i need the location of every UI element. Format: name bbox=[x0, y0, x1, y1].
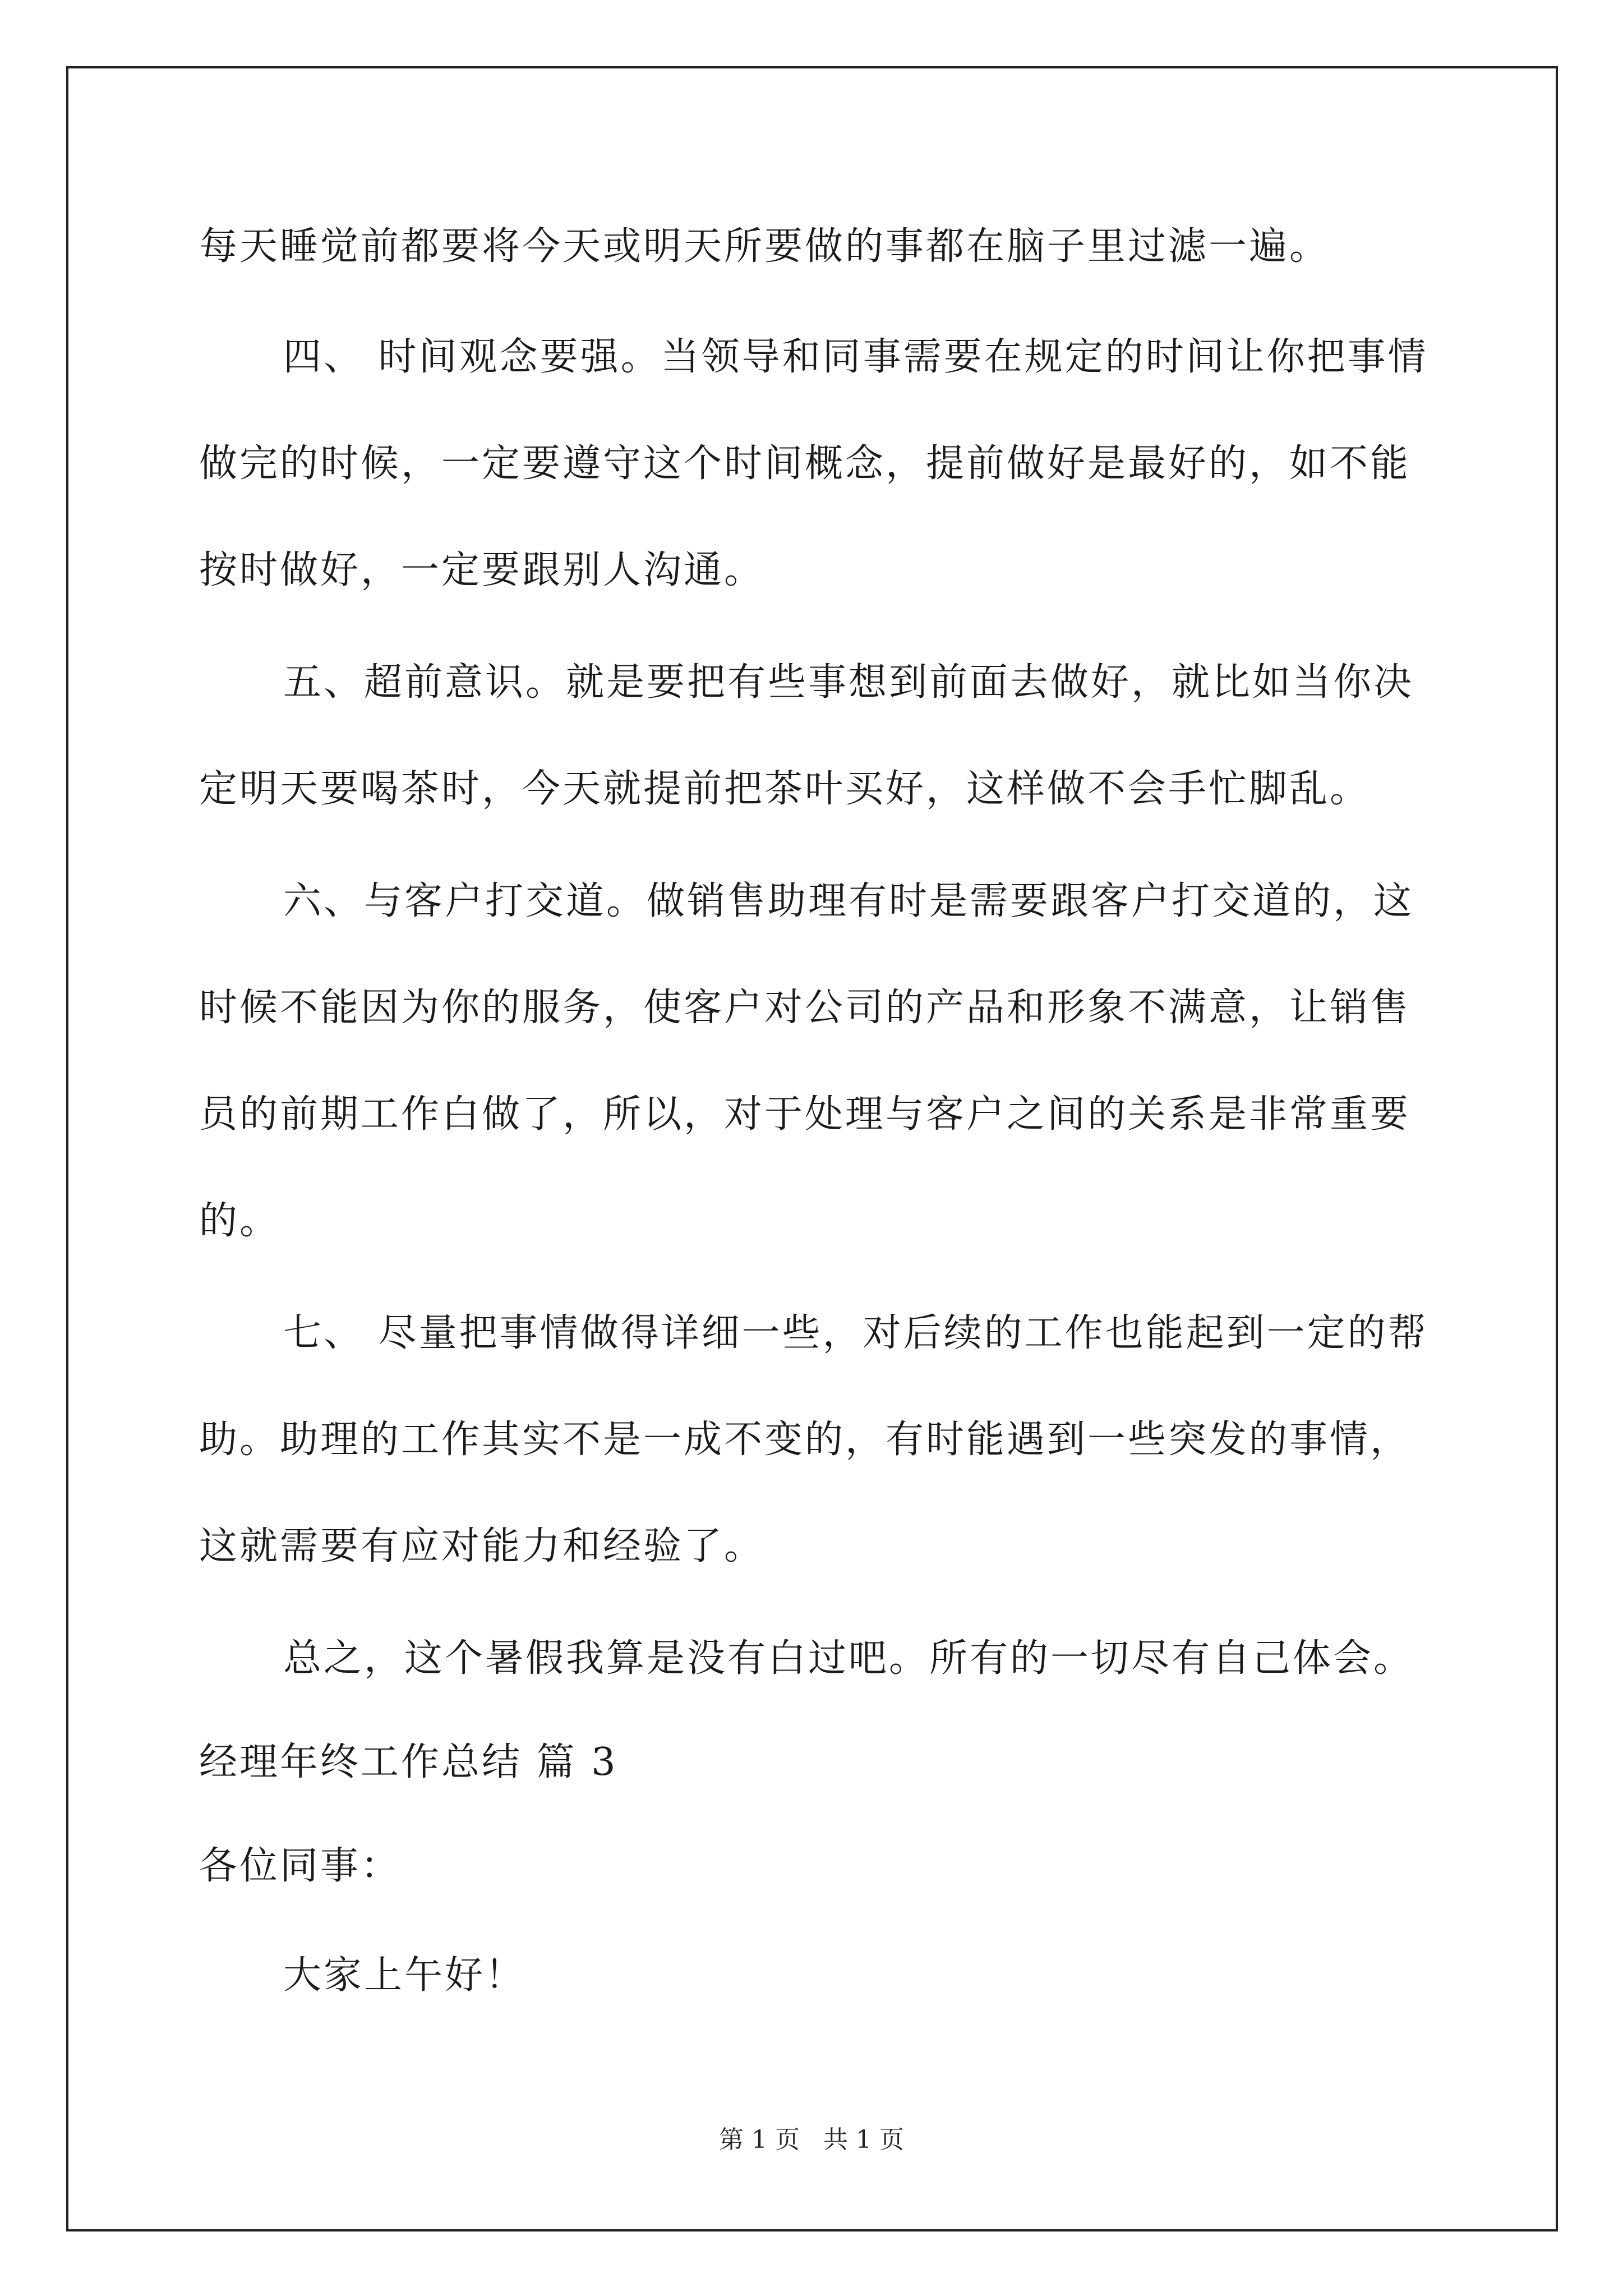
body-line: 的。 bbox=[199, 1199, 280, 1243]
section-heading: 经理年终工作总结 篇 3 bbox=[199, 1740, 618, 1784]
body-line: 时候不能因为你的服务，使客户对公司的产品和形象不满意，让销售 bbox=[199, 986, 1411, 1030]
body-line: 做完的时候，一定要遵守这个时间概念，提前做好是最好的，如不能 bbox=[199, 441, 1411, 486]
body-line: 总之，这个暑假我算是没有白过吧。所有的一切尽有自己体会。 bbox=[283, 1636, 1414, 1681]
body-line: 助。助理的工作其实不是一成不变的，有时能遇到一些突发的事情， bbox=[199, 1418, 1411, 1462]
body-line: 这就需要有应对能力和经验了。 bbox=[199, 1524, 765, 1568]
body-line: 定明天要喝茶时，今天就提前把茶叶买好，这样做不会手忙脚乱。 bbox=[199, 767, 1371, 811]
body-line: 每天睡觉前都要将今天或明天所要做的事都在脑子里过滤一遍。 bbox=[199, 224, 1330, 269]
page-footer: 第 1 页 共 1 页 bbox=[719, 2125, 904, 2154]
page-frame bbox=[66, 66, 1558, 2231]
body-line: 七、 尽量把事情做得详细一些，对后续的工作也能起到一定的帮 bbox=[283, 1311, 1428, 1355]
body-line: 按时做好，一定要跟别人沟通。 bbox=[199, 548, 765, 592]
body-line: 五、超前意识。就是要把有些事想到前面去做好，就比如当你决 bbox=[283, 660, 1414, 705]
body-line: 六、与客户打交道。做销售助理有时是需要跟客户打交道的，这 bbox=[283, 879, 1414, 923]
salutation: 各位同事： bbox=[199, 1844, 402, 1888]
greeting: 大家上午好！ bbox=[283, 1953, 526, 1998]
body-line: 员的前期工作白做了，所以，对于处理与客户之间的关系是非常重要 bbox=[199, 1092, 1411, 1137]
body-line: 四、 时间观念要强。当领导和同事需要在规定的时间让你把事情 bbox=[283, 335, 1428, 379]
